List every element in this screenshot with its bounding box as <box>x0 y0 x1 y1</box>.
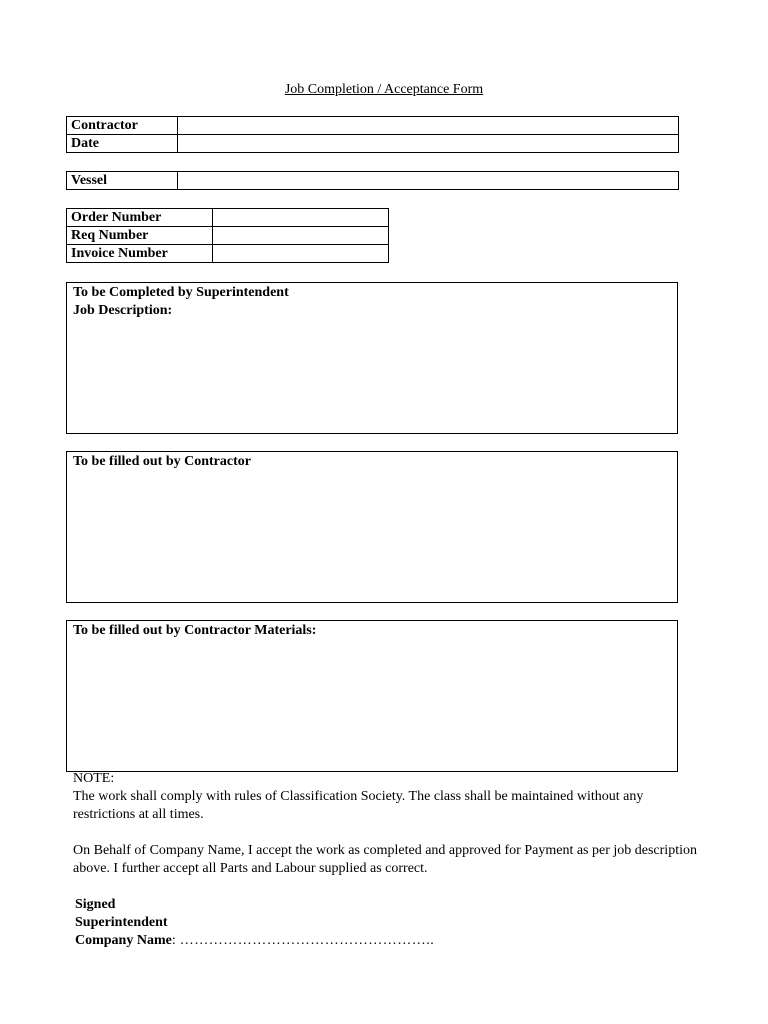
order-number-label: Order Number <box>67 209 213 227</box>
job-description-label: Job Description: <box>73 303 173 318</box>
note-text-acceptance: On Behalf of Company Name, I accept the work as completed and approved for Payment as per job description above. I further accept all Parts and Labour supplied as correct. <box>73 843 697 876</box>
materials-heading: To be filled out by Contractor Materials: <box>73 623 317 638</box>
invoice-number-field[interactable] <box>213 245 389 263</box>
contractor-heading: To be filled out by Contractor <box>73 454 251 469</box>
invoice-number-label: Invoice Number <box>67 245 213 263</box>
company-name-label: Company Name <box>75 933 172 948</box>
vessel-field[interactable] <box>178 172 679 190</box>
signed-label: Signed <box>75 897 116 912</box>
superintendent-heading: To be Completed by Superintendent <box>73 285 289 300</box>
date-label: Date <box>67 135 178 153</box>
superintendent-label: Superintendent <box>75 915 168 930</box>
contractor-date-table <box>66 116 679 153</box>
materials-box[interactable] <box>66 620 678 772</box>
note-text-classification: The work shall comply with rules of Classification Society. The class shall be maintained without any restrictions at all times. <box>73 789 644 822</box>
order-info-table <box>66 208 389 263</box>
req-number-field[interactable] <box>213 227 389 245</box>
note-label: NOTE: <box>73 771 115 786</box>
contractor-box[interactable] <box>66 451 678 603</box>
contractor-label: Contractor <box>67 117 178 135</box>
req-number-label: Req Number <box>67 227 213 245</box>
company-name-signature-line[interactable]: …………………………………………….. <box>179 933 435 948</box>
vessel-label: Vessel <box>67 172 178 190</box>
page-title: Job Completion / Acceptance Form <box>284 82 484 97</box>
vessel-table <box>66 171 679 190</box>
note-section <box>73 770 703 878</box>
signature-block <box>75 896 434 950</box>
contractor-field[interactable] <box>178 117 679 135</box>
order-number-field[interactable] <box>213 209 389 227</box>
superintendent-box[interactable] <box>66 282 678 434</box>
company-name-colon: : <box>171 933 177 948</box>
date-field[interactable] <box>178 135 679 153</box>
